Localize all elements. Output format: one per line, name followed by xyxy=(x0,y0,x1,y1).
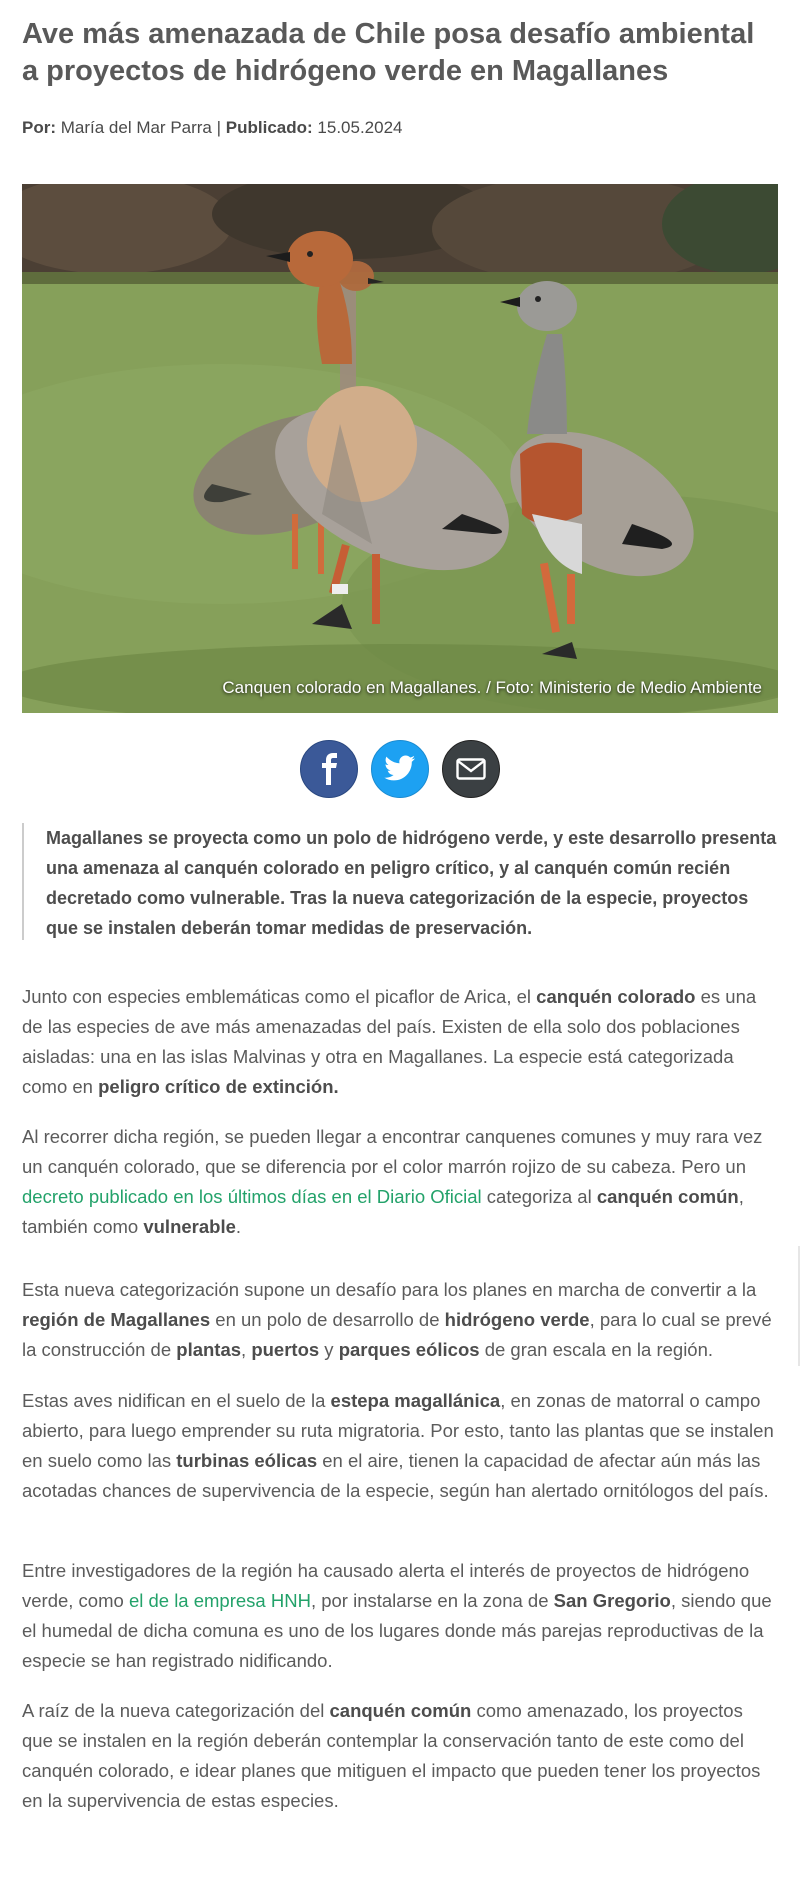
byline xyxy=(22,117,778,139)
author-label: Por: xyxy=(22,118,56,137)
author-name: María del Mar Parra xyxy=(60,118,212,137)
published-date: 15.05.2024 xyxy=(317,118,403,137)
article-title: Ave más amenazada de Chile posa desafío ambiental a proyectos de hidrógeno verde en Magallanes xyxy=(22,18,755,87)
twitter-icon xyxy=(384,755,416,783)
email-share-button[interactable] xyxy=(442,740,500,798)
decree-link[interactable]: decreto publicado en los últimos días en el Diario Oficial xyxy=(22,1186,482,1207)
facebook-share-button[interactable] xyxy=(300,740,358,798)
paragraph-2: Al recorrer dicha región, se pueden llegar a encontrar canquenes comunes y muy rara vez un canquén colorado, que se diferencia por el color marrón rojizo de su cabeza. Pero un decreto publicado en los últimos días en el Diario Oficial categoriza al canquén común, también como vulnerable. xyxy=(22,1126,763,1237)
byline-separator: | xyxy=(211,118,226,137)
facebook-icon xyxy=(316,753,342,785)
lead-text: Magallanes se proyecta como un polo de hidrógeno verde, y este desarrollo presenta una amenaza al canquén colorado en peligro crítico, y al canquén común recién decretado como vulnerable. Tras la nueva categorización de la especie, proyectos que se instalen deberán tomar medidas de preservación. xyxy=(46,828,777,938)
article-body xyxy=(22,982,778,1816)
twitter-share-button[interactable] xyxy=(371,740,429,798)
share-bar xyxy=(22,740,778,798)
hnh-link[interactable]: el de la empresa HNH xyxy=(128,1590,311,1611)
article-lead xyxy=(22,823,778,940)
paragraph-4: Estas aves nidifican en el suelo de la estepa magallánica, en zonas de matorral o campo abierto, para luego emprender su ruta migratoria. Por esto, tanto las plantas que se instalen en suelo como las turbinas eólicas en el aire, tienen la capacidad de afectar aún más las acotadas chances de supervivencia de la especie, según han alertado ornitólogos del país. xyxy=(22,1390,774,1501)
paragraph-5: Entre investigadores de la región ha causado alerta el interés de proyectos de hidrógeno verde, como el de la empresa HNH, por instalarse en la zona de San Gregorio, siendo que el humedal de dicha comuna es uno de los lugares donde más parejas reproductivas de la especie se han registrado nidificando. xyxy=(22,1560,772,1671)
email-icon xyxy=(456,758,486,780)
paragraph-6: A raíz de la nueva categorización del canquén común como amenazado, los proyectos que se instalen en la región deberán contemplar la conservación tanto de este como del canquén colorado, e idear planes que mitiguen el impacto que pueden tener los proyectos en la supervivencia de estas especies. xyxy=(22,1700,761,1811)
hero-image xyxy=(22,184,778,713)
article-page xyxy=(0,16,800,1879)
published-label: Publicado: xyxy=(225,118,313,137)
paragraph-1: Junto con especies emblemáticas como el picaflor de Arica, el canquén colorado es una de las especies de ave más amenazadas del país. Existen de ella solo dos poblaciones aisladas: una en las islas Malvinas y otra en Magallanes. La especie está categorizada como en peligro crítico de extinción. xyxy=(22,986,757,1097)
paragraph-3: Esta nueva categorización supone un desafío para los planes en marcha de convertir a la región de Magallanes en un polo de desarrollo de hidrógeno verde, para lo cual se prevé la construcción de plantas, puertos y parques eólicos de gran escala en la región. xyxy=(22,1279,772,1360)
geese-photo-illustration xyxy=(22,184,778,713)
image-caption: Canquen colorado en Magallanes. / Foto: Ministerio de Medio Ambiente xyxy=(222,678,762,697)
